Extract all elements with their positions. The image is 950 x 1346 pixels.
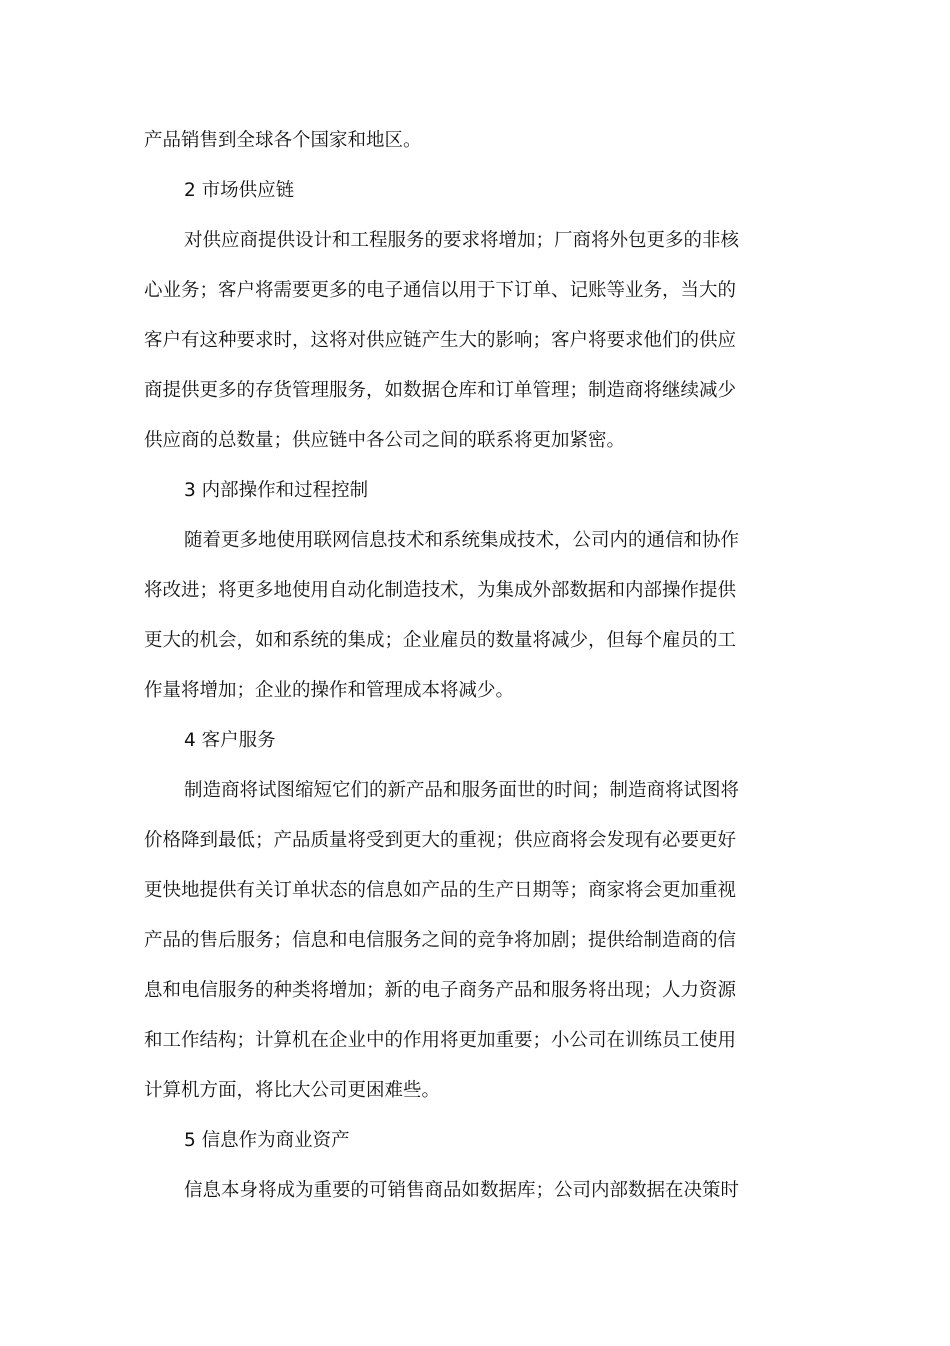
section-heading: 4 客户服务 xyxy=(184,730,276,751)
body-text-line: 心业务；客户将需要更多的电子通信以用于下订单、记账等业务，当大的 xyxy=(144,280,737,301)
body-text-line: 将改进；将更多地使用自动化制造技术，为集成外部数据和内部操作提供 xyxy=(144,580,737,601)
body-text-line: 产品的售后服务；信息和电信服务之间的竞争将加剧；提供给制造商的信 xyxy=(144,930,737,951)
body-text-line: 和工作结构；计算机在企业中的作用将更加重要；小公司在训练员工使用 xyxy=(144,1030,737,1051)
body-text-line: 客户有这种要求时，这将对供应链产生大的影响；客户将要求他们的供应 xyxy=(144,330,737,351)
body-text-line: 供应商的总数量；供应链中各公司之间的联系将更加紧密。 xyxy=(144,430,626,451)
section-heading: 2 市场供应链 xyxy=(184,180,295,201)
body-text-line: 计算机方面，将比大公司更困难些。 xyxy=(144,1080,441,1101)
body-text-line: 作量将增加；企业的操作和管理成本将减少。 xyxy=(144,680,515,701)
body-text-line: 更大的机会，如和系统的集成；企业雇员的数量将减少，但每个雇员的工 xyxy=(144,630,737,651)
body-text-line: 更快地提供有关订单状态的信息如产品的生产日期等；商家将会更加重视 xyxy=(144,880,737,901)
body-text-line: 息和电信服务的种类将增加；新的电子商务产品和服务将出现；人力资源 xyxy=(144,980,737,1001)
paragraph-first-line: 信息本身将成为重要的可销售商品如数据库；公司内部数据在决策时 xyxy=(184,1180,740,1201)
section-heading: 3 内部操作和过程控制 xyxy=(184,480,369,501)
paragraph-first-line: 制造商将试图缩短它们的新产品和服务面世的时间；制造商将试图将 xyxy=(184,780,740,801)
paragraph-first-line: 对供应商提供设计和工程服务的要求将增加；厂商将外包更多的非核 xyxy=(184,230,740,251)
body-text-line: 商提供更多的存货管理服务，如数据仓库和订单管理；制造商将继续减少 xyxy=(144,380,737,401)
paragraph-first-line: 随着更多地使用联网信息技术和系统集成技术，公司内的通信和协作 xyxy=(184,530,740,551)
section-heading: 5 信息作为商业资产 xyxy=(184,1130,350,1151)
body-text-line: 产品销售到全球各个国家和地区。 xyxy=(144,130,422,151)
body-text-line: 价格降到最低；产品质量将受到更大的重视；供应商将会发现有必要更好 xyxy=(144,830,737,851)
